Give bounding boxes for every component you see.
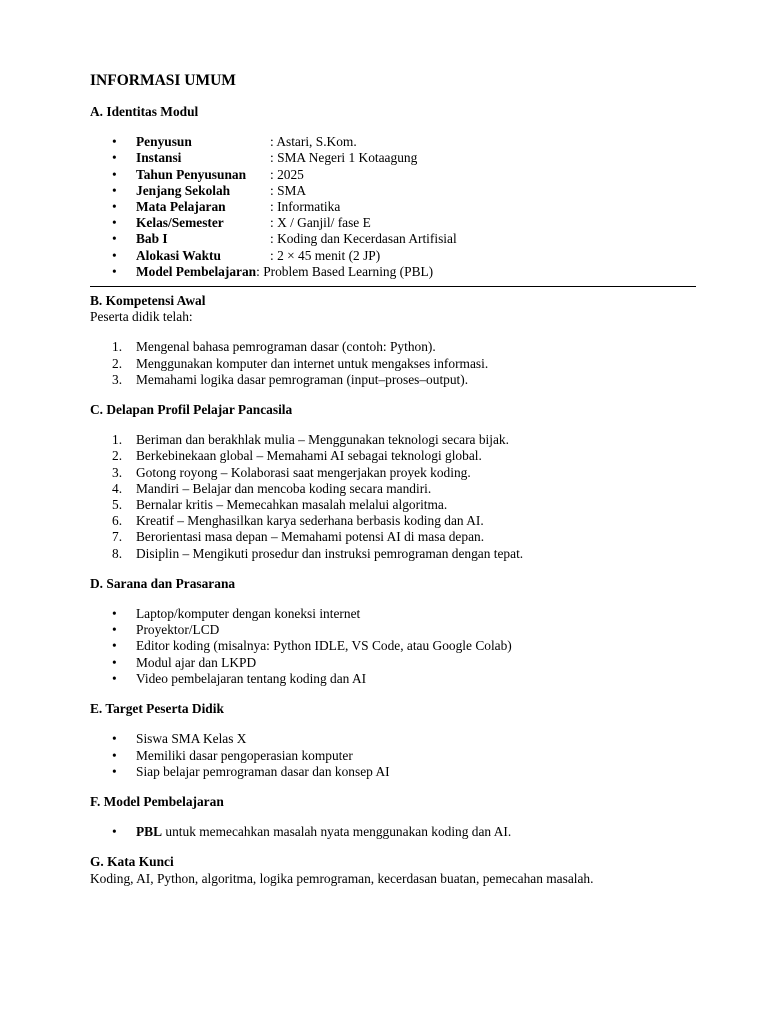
field-label: Mata Pelajaran bbox=[136, 199, 226, 215]
field-label: Jenjang Sekolah bbox=[136, 182, 231, 198]
identitas-list bbox=[90, 134, 696, 280]
field-label: Bab I bbox=[136, 231, 168, 247]
section-heading: E. Target Peserta Didik bbox=[90, 701, 224, 717]
section-target-peserta bbox=[90, 701, 696, 780]
field-value: : Astari, S.Kom. bbox=[270, 134, 357, 150]
field-label: Instansi bbox=[136, 150, 182, 166]
sarana-list bbox=[90, 606, 696, 687]
list-item: 3. Gotong royong – Kolaborasi saat mengerjakan proyek koding. bbox=[112, 464, 471, 480]
list-item bbox=[90, 183, 696, 199]
document-title: INFORMASI UMUM bbox=[90, 72, 236, 89]
list-item: 6. Kreatif – Menghasilkan karya sederhana berbasis koding dan AI. bbox=[112, 513, 484, 529]
field-label: Kelas/Semester bbox=[136, 215, 224, 231]
section-intro: Peserta didik telah: bbox=[90, 309, 193, 325]
list-item: • Siap belajar pemrograman dasar dan konsep AI bbox=[90, 764, 696, 780]
list-item: • Memiliki dasar pengoperasian komputer bbox=[90, 748, 696, 764]
field-value: : 2 × 45 menit (2 JP) bbox=[270, 247, 381, 263]
list-item bbox=[90, 264, 696, 280]
keywords-text: Koding, AI, Python, algoritma, logika pemrograman, kecerdasan buatan, pemecahan masalah. bbox=[90, 870, 594, 886]
section-heading: G. Kata Kunci bbox=[90, 854, 174, 870]
list-item: 1. Mengenal bahasa pemrograman dasar (contoh: Python). bbox=[112, 339, 436, 355]
kompetensi-list bbox=[90, 339, 696, 388]
list-item: • Laptop/komputer dengan koneksi internet bbox=[90, 606, 696, 622]
section-heading: D. Sarana dan Prasarana bbox=[90, 575, 236, 591]
field-value: : Informatika bbox=[270, 199, 341, 215]
field-label: Alokasi Waktu bbox=[136, 247, 221, 263]
list-item: • Proyektor/LCD bbox=[90, 622, 696, 638]
list-item: • Modul ajar dan LKPD bbox=[90, 655, 696, 671]
field-value: : X / Ganjil/ fase E bbox=[270, 215, 371, 231]
list-item: 1. Beriman dan berakhlak mulia – Menggunakan teknologi secara bijak. bbox=[112, 432, 509, 448]
list-item: 5. Bernalar kritis – Memecahkan masalah melalui algoritma. bbox=[112, 497, 448, 513]
section-heading: A. Identitas Modul bbox=[90, 104, 199, 119]
field-value: : SMA Negeri 1 Kotaagung bbox=[270, 150, 418, 166]
document-page bbox=[90, 72, 696, 901]
section-model-pembelajaran bbox=[90, 794, 696, 840]
field-label: Penyusun bbox=[136, 134, 192, 150]
section-kompetensi-awal bbox=[90, 293, 696, 388]
list-item: 4. Mandiri – Belajar dan mencoba koding secara mandiri. bbox=[112, 480, 432, 496]
list-item bbox=[90, 150, 696, 166]
list-item bbox=[90, 824, 696, 840]
section-identitas-modul bbox=[90, 104, 696, 280]
section-heading: C. Delapan Profil Pelajar Pancasila bbox=[90, 402, 293, 418]
list-item: • Siswa SMA Kelas X bbox=[90, 731, 696, 747]
list-item: 2. Berkebinekaan global – Memahami AI sebagai teknologi global. bbox=[112, 448, 482, 464]
model-list bbox=[90, 824, 696, 840]
target-list bbox=[90, 731, 696, 780]
field-value: : SMA bbox=[270, 182, 307, 198]
model-name: PBL bbox=[136, 824, 163, 840]
section-heading: B. Kompetensi Awal bbox=[90, 293, 206, 309]
list-item: 8. Disiplin – Mengikuti prosedur dan instruksi pemrograman dengan tepat. bbox=[112, 545, 524, 561]
field-value: : Problem Based Learning (PBL) bbox=[256, 263, 434, 279]
list-item bbox=[90, 134, 696, 150]
list-item: • Editor koding (misalnya: Python IDLE, VS Code, atau Google Colab) bbox=[90, 638, 696, 654]
list-item bbox=[90, 248, 696, 264]
horizontal-divider bbox=[90, 286, 696, 287]
list-item bbox=[90, 231, 696, 247]
list-item bbox=[90, 167, 696, 183]
model-description: untuk memecahkan masalah nyata menggunakan koding dan AI. bbox=[162, 824, 512, 840]
profil-list bbox=[90, 432, 696, 562]
list-item: 3. Memahami logika dasar pemrograman (input–proses–output). bbox=[112, 371, 469, 387]
section-kata-kunci bbox=[90, 854, 696, 886]
section-heading: F. Model Pembelajaran bbox=[90, 793, 224, 809]
list-item bbox=[90, 215, 696, 231]
field-value: : Koding dan Kecerdasan Artifisial bbox=[270, 231, 457, 247]
section-profil-pelajar bbox=[90, 402, 696, 562]
field-label: Tahun Penyusunan bbox=[136, 166, 247, 182]
list-item: 7. Berorientasi masa depan – Memahami potensi AI di masa depan. bbox=[112, 529, 485, 545]
field-label: Model Pembelajaran bbox=[136, 263, 257, 279]
section-sarana-prasarana bbox=[90, 576, 696, 687]
list-item: • Video pembelajaran tentang koding dan AI bbox=[90, 671, 696, 687]
field-value: : 2025 bbox=[270, 166, 304, 182]
list-item bbox=[90, 199, 696, 215]
list-item: 2. Menggunakan komputer dan internet untuk mengakses informasi. bbox=[112, 355, 489, 371]
